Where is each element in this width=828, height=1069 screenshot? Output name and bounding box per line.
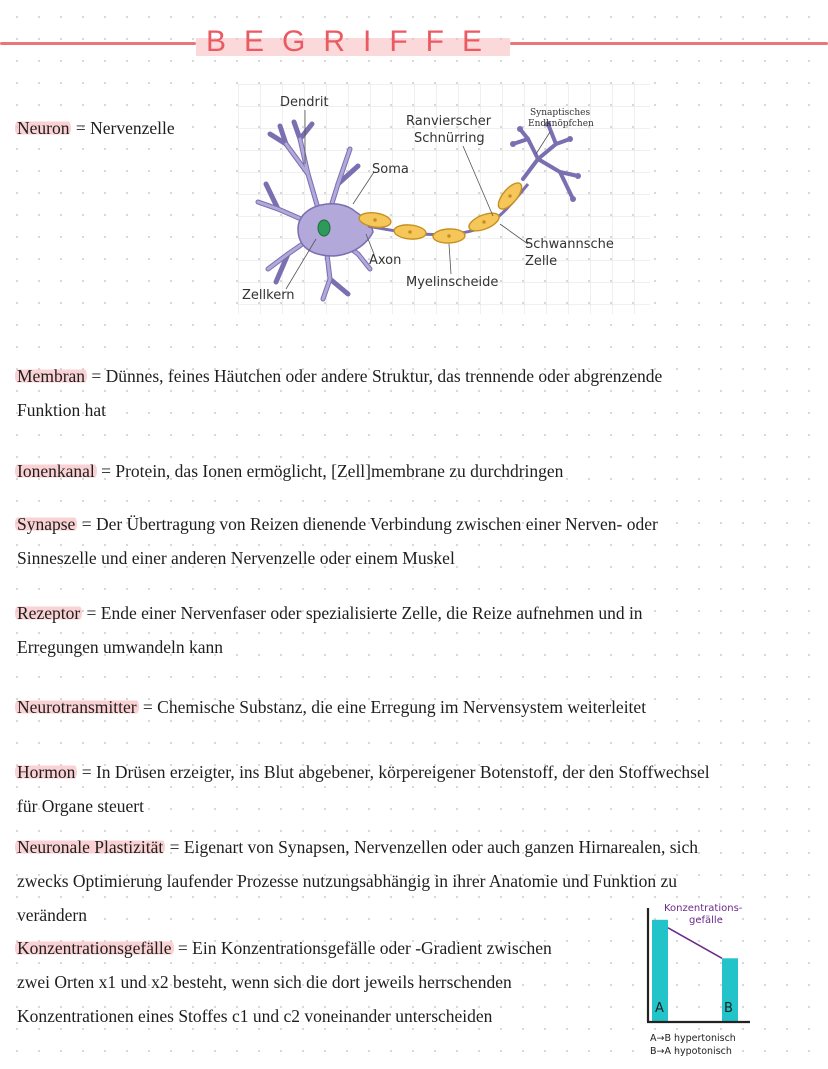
label-soma: Soma [372, 162, 409, 177]
entry-synapse: Synapse = Der Übertragung von Reizen dienende Verbindung zwischen einer Nerven- oder Sinneszelle und einer anderen Nervenzelle oder einem Muskel [17, 514, 658, 568]
term-hormon: Hormon [17, 762, 76, 782]
label-axon: Axon [369, 253, 402, 268]
definition-konzentrationsgefaelle: Ein Konzentrationsgefälle oder -Gradient zwischen [192, 938, 552, 958]
definition-neurotransmitter: Chemische Substanz, die eine Erregung im Nervensystem weiterleitet [157, 697, 647, 717]
term-neuron: Neuron [17, 118, 70, 138]
term-neuronale-plastizitaet: Neuronale Plastizität [17, 837, 164, 857]
term-ionenkanal: Ionenkanal [17, 461, 95, 481]
gradient-label-a: A [655, 1001, 664, 1016]
header-line-right [510, 42, 828, 45]
entry-membran: Membran = Dünnes, feines Häutchen oder andere Struktur, das trennende oder abgrenzende Funktion hat [17, 366, 663, 420]
label-schwann-2: Zelle [525, 254, 558, 269]
entry-hormon: Hormon = In Drüsen erzeigter, ins Blut abgebener, körpereigener Botenstoff, der den Stoffwechsel für Organe steuert [17, 762, 710, 816]
gradient-title-2: gefälle [689, 915, 723, 926]
definition-neuronale-plastizitaet-cont: zwecks Optimierung laufender Prozesse nutzungsabhängig in ihrer Anatomie und Funktion zu [17, 871, 677, 891]
label-synaptic-1: Synaptisches [530, 108, 591, 118]
definition-neuronale-plastizitaet: Eigenart von Synapsen, Nervenzellen oder auch ganzen Hirnarealen, sich [183, 837, 698, 857]
definition-membran-cont: Funktion hat [17, 400, 106, 420]
definition-rezeptor-cont: Erregungen umwandeln kann [17, 637, 224, 657]
neuron-diagram [238, 84, 650, 314]
definition-synapse: Der Übertragung von Reizen dienende Verbindung zwischen einer Nerven- oder [95, 514, 658, 534]
term-separator: = [71, 118, 91, 138]
gradient-title-1: Konzentrations- [664, 903, 743, 914]
term-membran: Membran [17, 366, 86, 386]
term-synapse: Synapse [17, 514, 76, 534]
label-ranvier-1: Ranvierscher [406, 114, 492, 129]
entry-konzentrationsgefaelle: Konzentrationsgefälle = Ein Konzentrationsgefälle oder -Gradient zwischen zwei Orten x1 und x2 besteht, wenn sich die dort jeweils herrschenden Konzentrationen eines Stoffes c1 und c2 voneinander unterscheiden [17, 938, 552, 1026]
label-synaptic-2: Endknöpfchen [528, 119, 594, 129]
entry-neurotransmitter: Neurotransmitter = Chemische Substanz, die eine Erregung im Nervensystem weiterleitet [17, 697, 647, 717]
term-rezeptor: Rezeptor [17, 603, 81, 623]
gradient-slope-line [668, 928, 722, 959]
definition-hormon-cont: für Organe steuert [17, 796, 144, 816]
definition-ionenkanal: Protein, das Ionen ermöglicht, [Zell]membrane zu durchdringen [115, 461, 564, 481]
definition-membran: Dünnes, feines Häutchen oder andere Struktur, das trennende oder abgrenzende [105, 366, 663, 386]
header-line-left [0, 42, 196, 45]
label-ranvier-2: Schnürring [414, 131, 485, 146]
entry-ionenkanal: Ionenkanal = Protein, das Ionen ermöglicht, [Zell]membrane zu durchdringen [17, 461, 564, 481]
definition-rezeptor: Ende einer Nervenfaser oder spezialisierte Zelle, die Reize aufnehmen und in [100, 603, 643, 623]
label-zellkern: Zellkern [242, 288, 295, 303]
gradient-label-b: B [724, 1001, 733, 1016]
entry-neuron [17, 111, 175, 145]
nucleus [318, 220, 330, 236]
definition-synapse-cont: Sinneszelle und einer anderen Nervenzelle oder einem Muskel [17, 548, 455, 568]
term-konzentrationsgefaelle: Konzentrationsgefälle [17, 938, 172, 958]
label-schwann-1: Schwannsche [525, 237, 614, 252]
page-title: BEGRIFFE [196, 22, 510, 62]
term-neurotransmitter: Neurotransmitter [17, 697, 137, 717]
definition-hormon: In Drüsen erzeigter, ins Blut abgebener, körpereigener Botenstoff, der den Stoffwechsel [95, 762, 710, 782]
entry-neuronale-plastizitaet: Neuronale Plastizität = Eigenart von Synapsen, Nervenzellen oder auch ganzen Hirnarealen, sich zwecks Optimierung laufender Prozesse nutzungsabhängig in ihrer Anatomie und Funktion zu verändern [17, 837, 698, 925]
gradient-caption-1: A→B hypertonisch [650, 1033, 736, 1044]
label-myelin: Myelinscheide [406, 275, 499, 290]
definition-neuron: Nervenzelle [90, 118, 175, 138]
definition-konzentrationsgefaelle-cont: zwei Orten x1 und x2 besteht, wenn sich die dort jeweils herrschenden [17, 972, 512, 992]
definition-konzentrationsgefaelle-cont2: Konzentrationen eines Stoffes c1 und c2 voneinander unterscheiden [17, 1006, 493, 1026]
gradient-caption-2: B→A hypotonisch [650, 1046, 732, 1057]
entry-rezeptor: Rezeptor = Ende einer Nervenfaser oder spezialisierte Zelle, die Reize aufnehmen und in Erregungen umwandeln kann [17, 603, 643, 657]
definition-neuronale-plastizitaet-cont2: verändern [17, 905, 87, 925]
label-dendrit: Dendrit [280, 95, 329, 110]
gradient-diagram [640, 898, 770, 1063]
